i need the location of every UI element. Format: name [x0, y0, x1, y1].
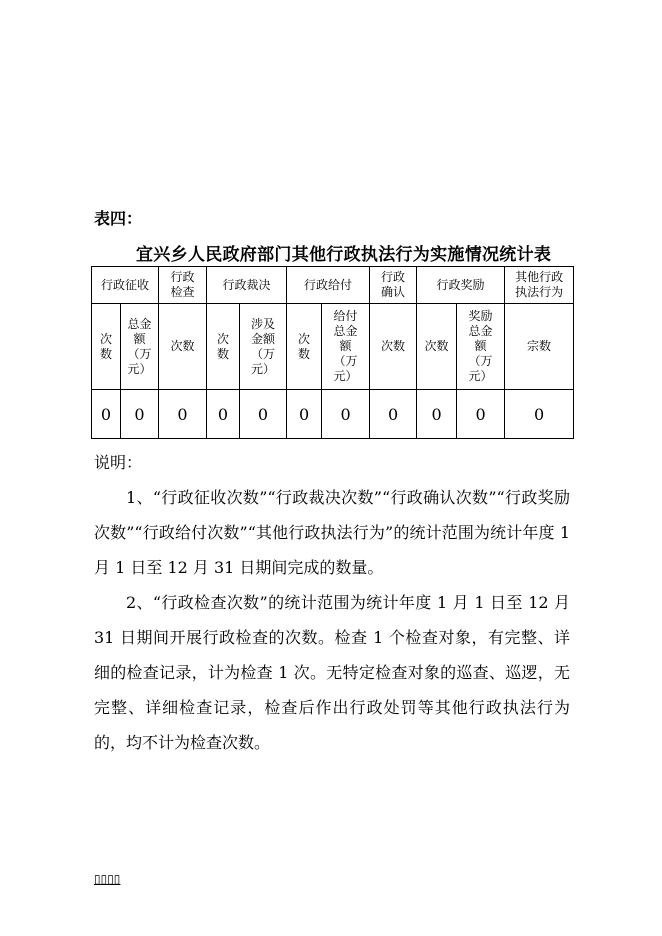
note-paragraph-1: 1、“行政征收次数”“行政裁决次数”“行政确认次数”“行政奖励次数”“行政给付次数”“其他行政执法行为”的统计范围为统计年度 1 月 1 日至 12 月 31 日期间完成的数量。 [94, 488, 570, 577]
table-cell: 0 [370, 390, 417, 439]
notes-label: 说明： [94, 453, 143, 472]
subheader-reward-amount: 奖励总金额（万元） [457, 304, 505, 390]
subheader-payment-count: 次数 [287, 304, 322, 390]
note-paragraph-2: 2、“行政检查次数”的统计范围为统计年度 1 月 1 日至 12 月 31 日期间开展行政检查的次数。检查 1 个检查对象，有完整、详细的检查记录，计为检查 1 次。无特定检查对象的巡查、巡逻，无完整、详细检查记录，检查后作出行政处罚等其他行政执法行为的，均不计为检查次数。 [94, 593, 570, 752]
subheader-other-cases: 宗数 [505, 304, 574, 390]
statistics-table [91, 266, 574, 439]
page-label: 表四： [94, 209, 143, 228]
header-other: 其他行政执法行为 [505, 267, 574, 304]
table-cell: 0 [322, 390, 370, 439]
table-row [92, 390, 574, 439]
subheader-reward-count: 次数 [417, 304, 457, 390]
table-subheader-row [92, 304, 574, 390]
table-cell: 0 [457, 390, 505, 439]
subheader-confirmation-count: 次数 [370, 304, 417, 390]
header-payment: 行政给付 [287, 267, 370, 304]
header-adjudication: 行政裁决 [207, 267, 287, 304]
table-cell: 0 [240, 390, 287, 439]
subheader-levy-amount: 总金额（万元） [121, 304, 159, 390]
table-header-row [92, 267, 574, 304]
header-levy: 行政征收 [92, 267, 159, 304]
table-title: 宜兴乡人民政府部门其他行政执法行为实施情况统计表 [136, 245, 552, 265]
table-cell: 0 [287, 390, 322, 439]
footer-text: ▯▯▯▯ [94, 872, 121, 886]
subheader-inspection-count: 次数 [159, 304, 207, 390]
table-cell: 0 [207, 390, 240, 439]
table-cell: 0 [121, 390, 159, 439]
table-cell: 0 [505, 390, 574, 439]
header-inspection: 行政检查 [159, 267, 207, 304]
table-cell: 0 [159, 390, 207, 439]
table-cell: 0 [417, 390, 457, 439]
subheader-payment-amount: 给付总金额（万元） [322, 304, 370, 390]
subheader-adjudication-amount: 涉及金额（万元） [240, 304, 287, 390]
table-cell: 0 [92, 390, 121, 439]
header-reward: 行政奖励 [417, 267, 505, 304]
subheader-levy-count: 次数 [92, 304, 121, 390]
subheader-adjudication-count: 次数 [207, 304, 240, 390]
header-confirmation: 行政确认 [370, 267, 417, 304]
